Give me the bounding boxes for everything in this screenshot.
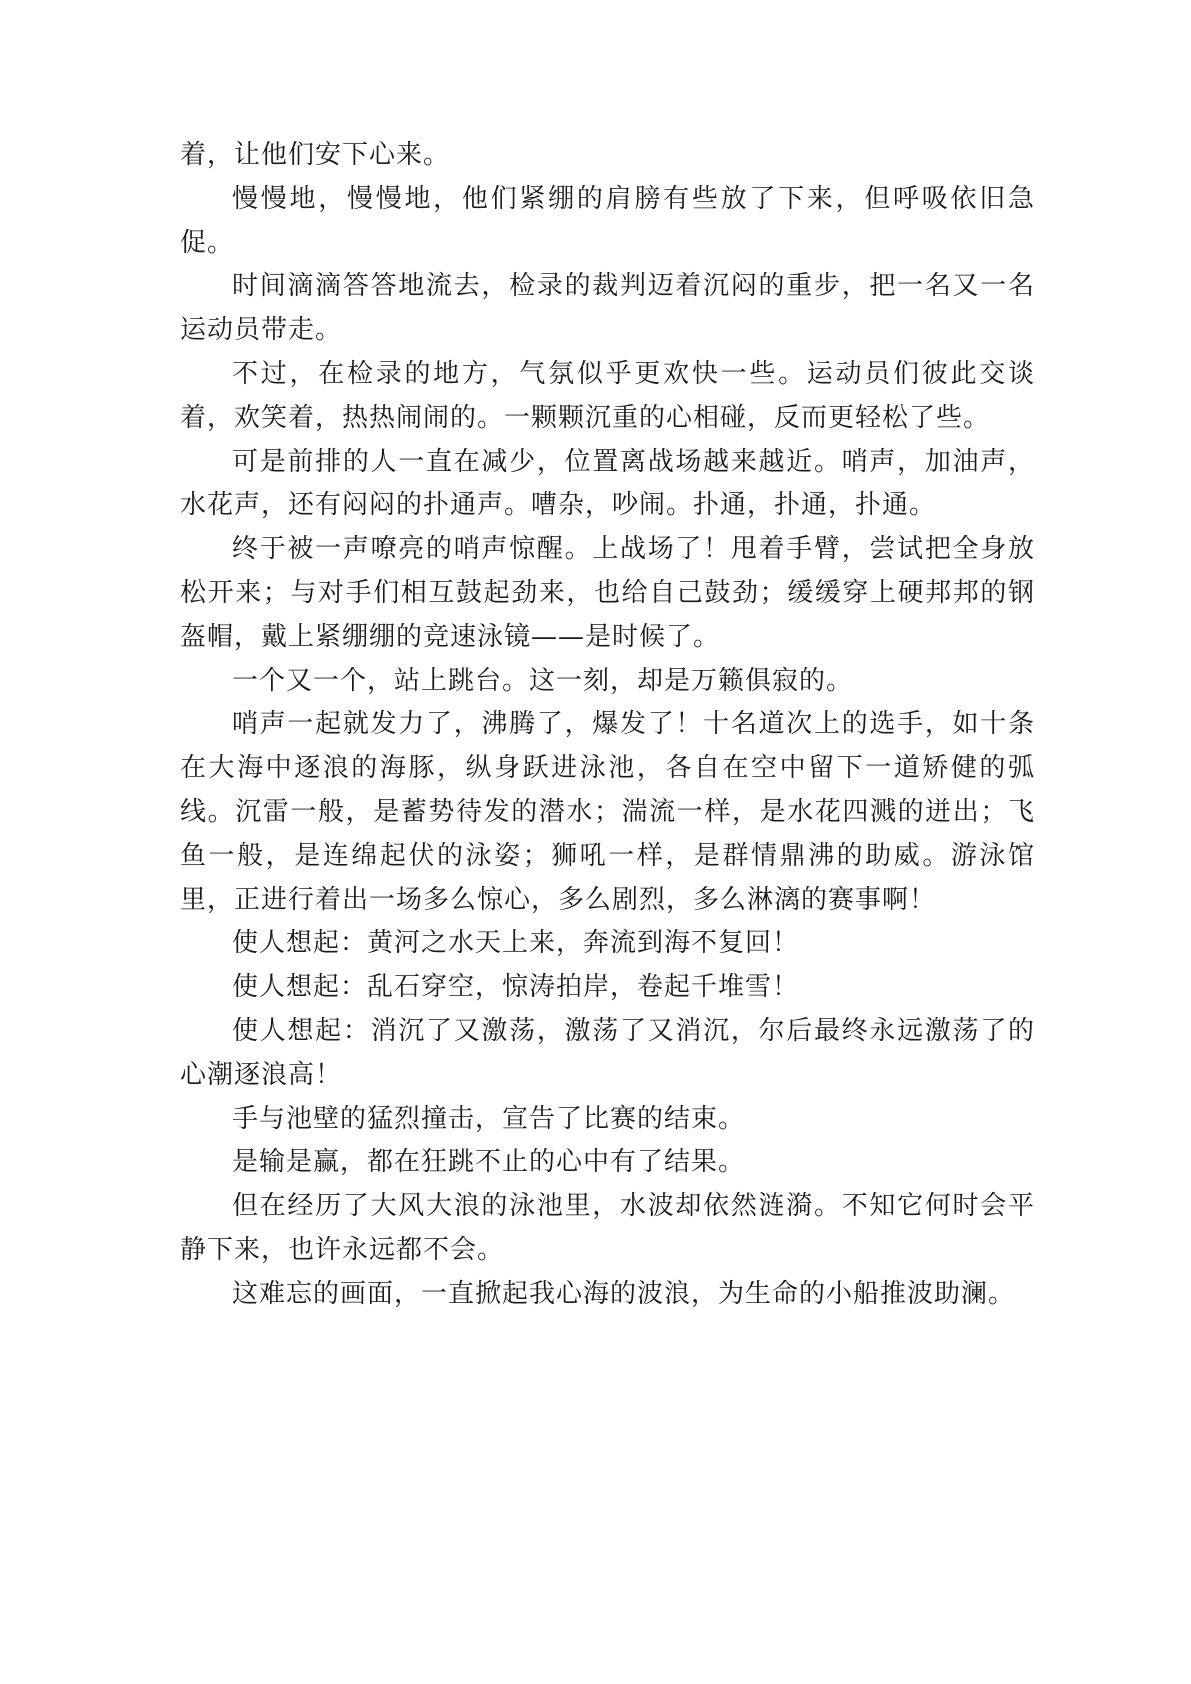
paragraph: 使人想起：乱石穿空，惊涛拍岸，卷起千堆雪！ — [232, 972, 800, 1003]
paragraph: 可是前排的人一直在减少，位置离战场越来越近。哨声，加油声，水花声，还有闷闷的扑通声。嘈杂，吵闹。扑通，扑通，扑通。 — [180, 446, 1035, 521]
body-text — [180, 134, 1035, 1317]
paragraph: 使人想起：消沉了又激荡，激荡了又消沉，尔后最终永远激荡了的心潮逐浪高！ — [180, 1015, 1035, 1090]
paragraph: 哨声一起就发力了，沸腾了，爆发了！十名道次上的选手，如十条在大海中逐浪的海豚，纵身跃进泳池，各自在空中留下一道矫健的弧线。沉雷一般，是蓄势待发的潜水；湍流一样，是水花四溅的迸出；飞鱼一般，是连绵起伏的泳姿；狮吼一样，是群情鼎沸的助威。游泳馆里，正进行着出一场多么惊心，多么剧烈，多么淋漓的赛事啊！ — [180, 709, 1035, 915]
paragraph: 手与池壁的猛烈撞击，宣告了比赛的结束。 — [232, 1103, 746, 1134]
paragraph: 终于被一声嘹亮的哨声惊醒。上战场了！甩着手臂，尝试把全身放松开来；与对手们相互鼓起劲来，也给自己鼓劲；缓缓穿上硬邦邦的钢盔帽，戴上紧绷绷的竞速泳镜——是时候了。 — [180, 534, 1035, 652]
paragraph: 是输是赢，都在狂跳不止的心中有了结果。 — [232, 1147, 746, 1178]
paragraph: 时间滴滴答答地流去，检录的裁判迈着沉闷的重步，把一名又一名运动员带走。 — [180, 271, 1035, 346]
paragraph: 这难忘的画面，一直掀起我心海的波浪，为生命的小船推波助澜。 — [232, 1278, 1016, 1309]
paragraph: 但在经历了大风大浪的泳池里，水波却依然涟漪。不知它何时会平静下来，也许永远都不会。 — [180, 1191, 1035, 1265]
paragraph: 不过，在检录的地方，气氛似乎更欢快一些。运动员们彼此交谈着，欢笑着，热热闹闹的。一颗颗沉重的心相碰，反而更轻松了些。 — [180, 358, 1035, 433]
paragraph: 使人想起：黄河之水天上来，奔流到海不复回！ — [232, 928, 800, 959]
paragraph-continuation: 着，让他们安下心来。 — [180, 140, 451, 170]
paragraph: 一个又一个，站上跳台。这一刻，却是万籁俱寂的。 — [232, 665, 854, 696]
paragraph: 慢慢地，慢慢地，他们紧绷的肩膀有些放了下来，但呼吸依旧急促。 — [180, 183, 1035, 258]
